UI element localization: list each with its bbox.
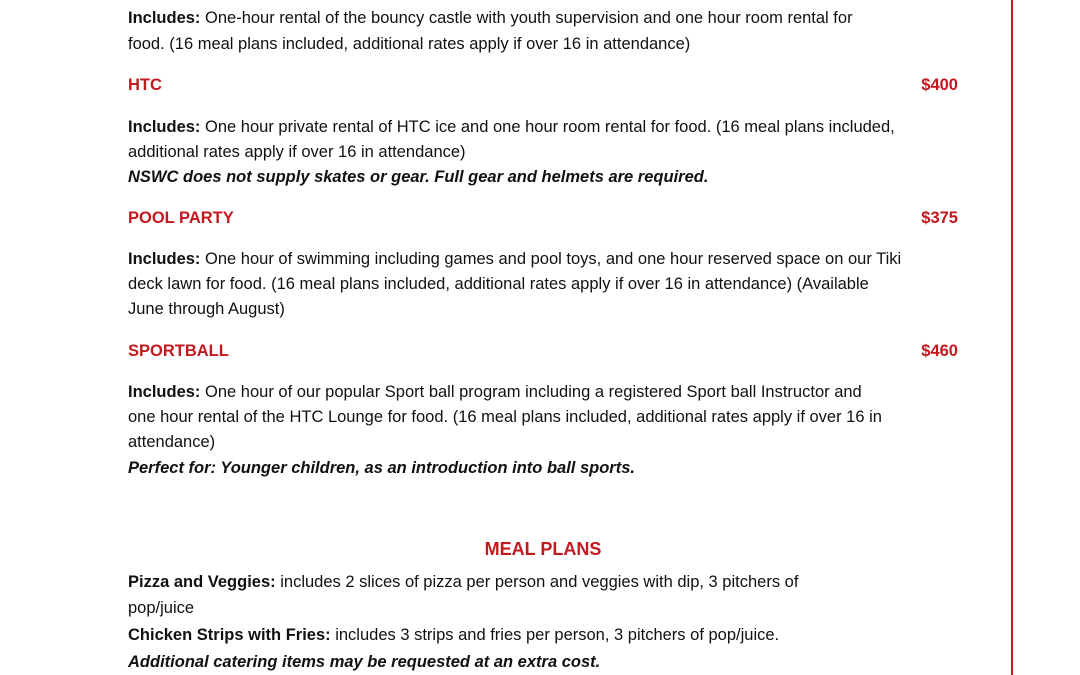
htc-heading	[128, 73, 958, 98]
bouncy-includes-line-2: food. (16 meal plans included, additional rates apply if over 16 in attendance)	[128, 35, 691, 53]
pizza-plan-line-2: pop/juice	[128, 599, 195, 617]
htc-includes-line-2: additional rates apply if over 16 in attendance)	[128, 143, 466, 161]
sportball-includes-text-1: One hour of our popular Sport ball program including a registered Sport ball Instructor and	[200, 383, 862, 401]
pizza-plan-text-1: includes 2 slices of pizza per person and veggies with dip, 3 pitchers of	[275, 573, 799, 591]
chicken-plan-text: includes 3 strips and fries per person, 3 pitchers of pop/juice.	[330, 626, 780, 644]
sportball-audience-note: Perfect for: Younger children, as an introduction into ball sports.	[128, 459, 635, 477]
catering-note: Additional catering items may be requested at an extra cost.	[128, 653, 601, 671]
pool-includes-text-1: One hour of swimming including games and pool toys, and one hour reserved space on our Tiki	[200, 250, 902, 268]
bouncy-includes-text-1: One-hour rental of the bouncy castle with youth supervision and one hour room rental for	[200, 9, 853, 27]
pool-includes-line-1	[128, 247, 958, 272]
sportball-price: $460	[921, 342, 958, 360]
meal-plans-title: MEAL PLANS	[484, 539, 602, 559]
pool-party-heading	[128, 206, 958, 231]
chicken-plan-label: Chicken Strips with Fries:	[128, 626, 331, 644]
pizza-plan-label: Pizza and Veggies:	[128, 573, 276, 591]
includes-label: Includes:	[128, 118, 201, 136]
pool-includes-line-2: deck lawn for food. (16 meal plans included, additional rates apply if over 16 in attendance) (Available	[128, 275, 869, 293]
includes-label: Includes:	[128, 250, 201, 268]
sportball-title: SPORTBALL	[128, 342, 229, 360]
pool-party-price: $375	[921, 209, 958, 227]
sportball-includes-line-1	[128, 380, 958, 405]
page-border-line	[1011, 0, 1013, 675]
sportball-includes-line-2: one hour rental of the HTC Lounge for food. (16 meal plans included, additional rates apply if over 16 in	[128, 408, 882, 426]
pool-includes-line-3: June through August)	[128, 300, 285, 318]
includes-label: Includes:	[128, 383, 201, 401]
htc-title: HTC	[128, 76, 162, 94]
sportball-heading	[128, 339, 958, 364]
htc-includes-text-1: One hour private rental of HTC ice and one hour room rental for food. (16 meal plans included,	[200, 118, 895, 136]
includes-label: Includes:	[128, 9, 201, 27]
htc-includes-line-1	[128, 115, 958, 140]
chicken-plan-line	[128, 623, 958, 648]
htc-gear-note: NSWC does not supply skates or gear. Full gear and helmets are required.	[128, 168, 709, 186]
htc-price: $400	[921, 76, 958, 94]
pizza-plan-line-1	[128, 570, 958, 595]
pool-party-title: POOL PARTY	[128, 209, 234, 227]
bouncy-includes-line-1	[128, 6, 958, 31]
sportball-includes-line-3: attendance)	[128, 433, 216, 451]
